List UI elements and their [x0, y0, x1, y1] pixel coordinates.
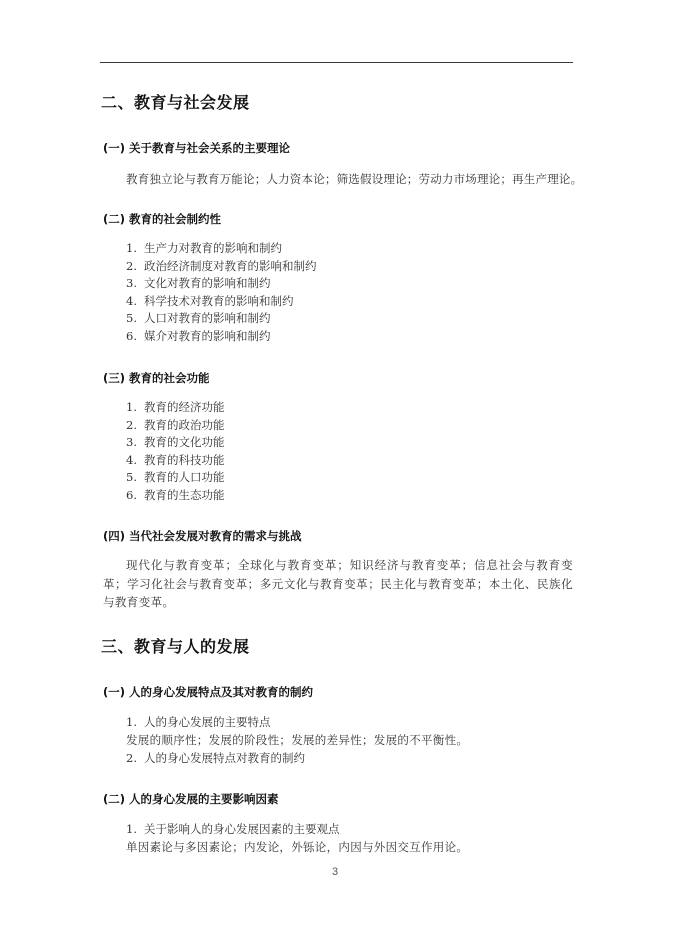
list-item-3-1-1: 1. 人的身心发展的主要特点	[126, 715, 271, 729]
list-item-3-1-2: 2. 人的身心发展特点对教育的制约	[126, 751, 305, 765]
section-heading-2: 二、教育与社会发展	[101, 93, 250, 112]
page-number: 3	[332, 866, 339, 878]
list-item: 4. 科学技术对教育的影响和制约	[126, 293, 294, 308]
subsection-heading-2-3: (三) 教育的社会功能	[103, 371, 210, 385]
list-item: 1. 生产力对教育的影响和制约	[126, 241, 282, 255]
list-item: 2. 教育的政治功能	[126, 417, 225, 432]
list-social-constraints	[126, 240, 317, 346]
list-item: 3. 教育的文化功能	[126, 435, 225, 450]
subsection-heading-3-2: (二) 人的身心发展的主要影响因素	[103, 792, 279, 806]
section-heading-3: 三、教育与人的发展	[101, 637, 250, 656]
list-item: 2. 政治经济制度对教育的影响和制约	[126, 258, 317, 273]
subsection-body-2-4: 现代化与教育变革；全球化与教育变革；知识经济与教育变革；信息社会与教育变革；学习化社会与教育变革；多元文化与教育变革；民主化与教育变革；本土化、民族化与教育变革。	[103, 558, 573, 609]
list-item: 1. 教育的经济功能	[126, 400, 225, 414]
subsection-heading-2-4: (四) 当代社会发展对教育的需求与挑战	[103, 529, 302, 543]
list-item: 5. 教育的人口功能	[126, 470, 225, 485]
list-item-3-2-1: 1. 关于影响人的身心发展因素的主要观点	[126, 822, 340, 836]
list-item: 5. 人口对教育的影响和制约	[126, 311, 271, 326]
list-item-3-1-1-body: 发展的顺序性；发展的阶段性；发展的差异性；发展的不平衡性。	[126, 733, 469, 747]
subsection-heading-3-1: (一) 人的身心发展特点及其对教育的制约	[103, 685, 314, 699]
subsection-heading-2-2: (二) 教育的社会制约性	[103, 212, 222, 226]
list-social-functions	[126, 399, 225, 505]
subsection-body-2-1: 教育独立论与教育万能论；人力资本论；筛选假设理论；劳动力市场理论；再生产理论。	[126, 172, 583, 186]
list-item: 4. 教育的科技功能	[126, 452, 225, 467]
header-rule	[100, 62, 573, 63]
list-item: 6. 媒介对教育的影响和制约	[126, 328, 271, 343]
list-item: 3. 文化对教育的影响和制约	[126, 276, 271, 291]
list-item: 6. 教育的生态功能	[126, 487, 225, 502]
list-item-3-2-1-body: 单因素论与多因素论；内发论，外铄论，内因与外因交互作用论。	[126, 840, 469, 854]
subsection-heading-2-1: (一) 关于教育与社会关系的主要理论	[103, 141, 291, 155]
